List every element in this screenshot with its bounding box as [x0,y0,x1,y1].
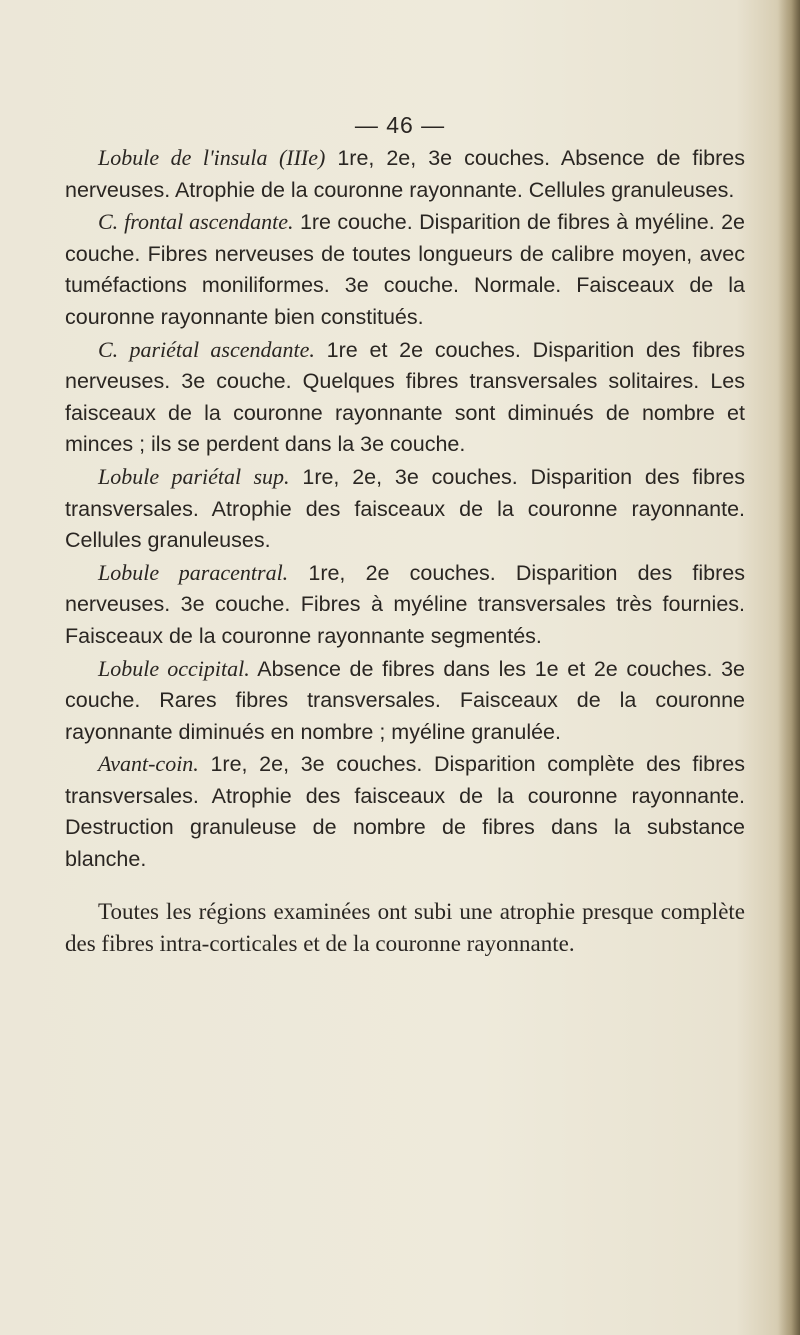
entry-lobule-paracentral [65,557,745,653]
entry-text: 1re, 2e, 3e couches. Disparition des fibres transversales. Atrophie des faisceaux de la couronne rayonnante. Cellules granuleuses. [65,464,745,553]
entry-text: 1re, 2e, 3e couches. Disparition complète des fibres transversales. Atrophie des faisceaux de la couronne rayonnante. Destruction granuleuse de nombre de fibres dans la substance blanche. [65,752,745,872]
entry-avant-coin [65,748,745,875]
entry-text: Absence de fibres dans les 1e et 2e couches. 3e couche. Rares fibres transversales. Faisceaux de la couronne rayonnante diminués en nombre ; myéline granulée. [65,656,745,744]
conclusion-paragraph: Toutes les régions examinées ont subi une atrophie presque complète des fibres intra-corticales et de la couronne rayonnante. [65,898,745,956]
entry-lead: Lobule de l'insula (IIIe) [98,145,326,170]
entry-lobule-parietal-sup [65,461,745,557]
entry-lead: Lobule paracentral. [98,559,289,585]
entry-lobule-occipital [65,653,745,749]
entry-lead: C. frontal ascendante. [98,209,294,235]
page-number: — 46 — [354,112,446,138]
entry-text: 1re couche. Disparition de fibres à myéline. 2e couche. Fibres nerveuses de toutes longueurs de calibre moyen, avec tuméfactions moniliformes. 3e couche. Normale. Faisceaux de la couronne rayonnante bien constitués. [65,210,745,329]
entry-lead: Lobule pariétal sup. [98,463,290,489]
entry-lead: C. pariétal ascendante. [98,336,315,362]
entry-lead: Lobule occipital. [98,655,250,681]
entry-frontal-ascendante [65,206,745,333]
entry-lead: Avant-coin. [98,751,199,777]
entry-parietal-ascendante [65,334,745,461]
entry-text: 1re, 2e couches. Disparition des fibres nerveuses. 3e couche. Fibres à myéline transversales très fournies. Faisceaux de la couronne rayonnante segmentés. [65,560,745,648]
entry-insula [65,142,745,206]
body-text [65,142,745,960]
entry-text: 1re et 2e couches. Disparition des fibres nerveuses. 3e couche. Quelques fibres transversales solitaires. Les faisceaux de la couronne rayonnante sont diminués de nombre et minces ; ils se perdent dans la 3e couche. [65,337,745,457]
page-edge-shadow [778,0,800,1335]
entry-text: 1re, 2e, 3e couches. Absence de fibres nerveuses. Atrophie de la couronne rayonnante. Cellules granuleuses. [65,146,745,202]
